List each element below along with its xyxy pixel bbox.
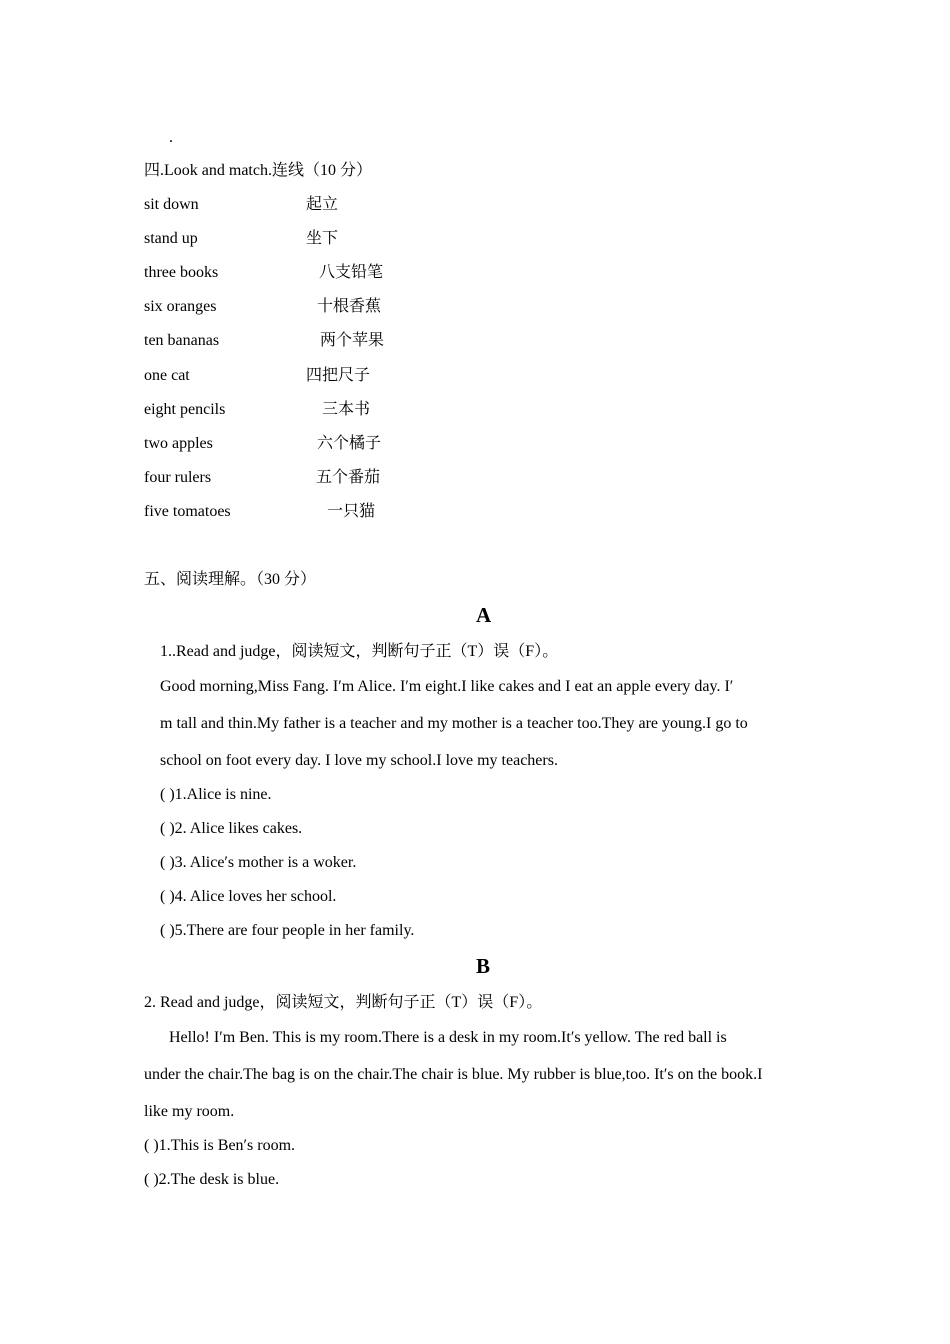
part-b-passage-line-3: like my room.	[144, 1103, 235, 1120]
match-cn-3: 八支铅笔	[319, 264, 384, 281]
match-en-7: eight pencils	[144, 401, 226, 418]
part-b-instruction: 2. Read and judge，阅读短文，判断句子正（T）误（F）。	[144, 994, 543, 1011]
section4-title: 四.Look and match.连线（10 分）	[144, 162, 372, 179]
match-en-2: stand up	[144, 230, 198, 247]
part-a-question-2: ( )2. Alice likes cakes.	[160, 820, 303, 837]
part-a-passage-line-3: school on foot every day. I love my school.I love my teachers.	[160, 752, 558, 769]
match-en-6: one cat	[144, 367, 190, 384]
part-a-question-5: ( )5.There are four people in her family.	[160, 922, 415, 939]
part-b-question-2: ( )2.The desk is blue.	[144, 1171, 280, 1188]
part-a-question-3: ( )3. Alice′s mother is a woker.	[160, 854, 357, 871]
match-cn-7: 三本书	[322, 401, 371, 418]
part-a-passage-line-1: Good morning,Miss Fang. I′m Alice. I′m eight.I like cakes and I eat an apple every day. I′	[160, 678, 734, 695]
match-en-4: six oranges	[144, 298, 217, 315]
section5-title: 五、阅读理解。（30 分）	[144, 571, 317, 588]
match-cn-6: 四把尺子	[306, 367, 371, 384]
part-b-passage-line-2: under the chair.The bag is on the chair.The chair is blue. My rubber is blue,too. It′s on the book.I	[144, 1066, 763, 1083]
match-cn-10: 一只猫	[327, 503, 376, 520]
match-cn-5: 两个苹果	[320, 332, 385, 349]
part-b-passage-line-1: Hello! I′m Ben. This is my room.There is a desk in my room.It′s yellow. The red ball is	[169, 1029, 727, 1046]
part-a-heading: A	[476, 603, 492, 627]
part-a-instruction: 1..Read and judge，阅读短文，判断句子正（T）误（F）。	[160, 643, 559, 660]
match-en-9: four rulers	[144, 469, 212, 486]
match-cn-1: 起立	[306, 196, 339, 213]
match-en-10: five tomatoes	[144, 503, 231, 520]
match-en-1: sit down	[144, 196, 199, 213]
match-cn-2: 坐下	[306, 230, 339, 247]
part-b-heading: B	[476, 954, 491, 978]
match-en-8: two apples	[144, 435, 213, 452]
part-a-question-4: ( )4. Alice loves her school.	[160, 888, 337, 905]
part-b-question-1: ( )1.This is Ben′s room.	[144, 1137, 296, 1154]
match-en-5: ten bananas	[144, 332, 220, 349]
match-cn-9: 五个番茄	[316, 469, 381, 486]
match-cn-8: 六个橘子	[317, 435, 382, 452]
part-a-passage-line-2: m tall and thin.My father is a teacher and my mother is a teacher too.They are young.I go to	[160, 715, 748, 732]
match-cn-4: 十根香蕉	[317, 298, 382, 315]
match-en-3: three books	[144, 264, 219, 281]
part-a-question-1: ( )1.Alice is nine.	[160, 786, 272, 803]
top-dot: .	[169, 129, 173, 146]
